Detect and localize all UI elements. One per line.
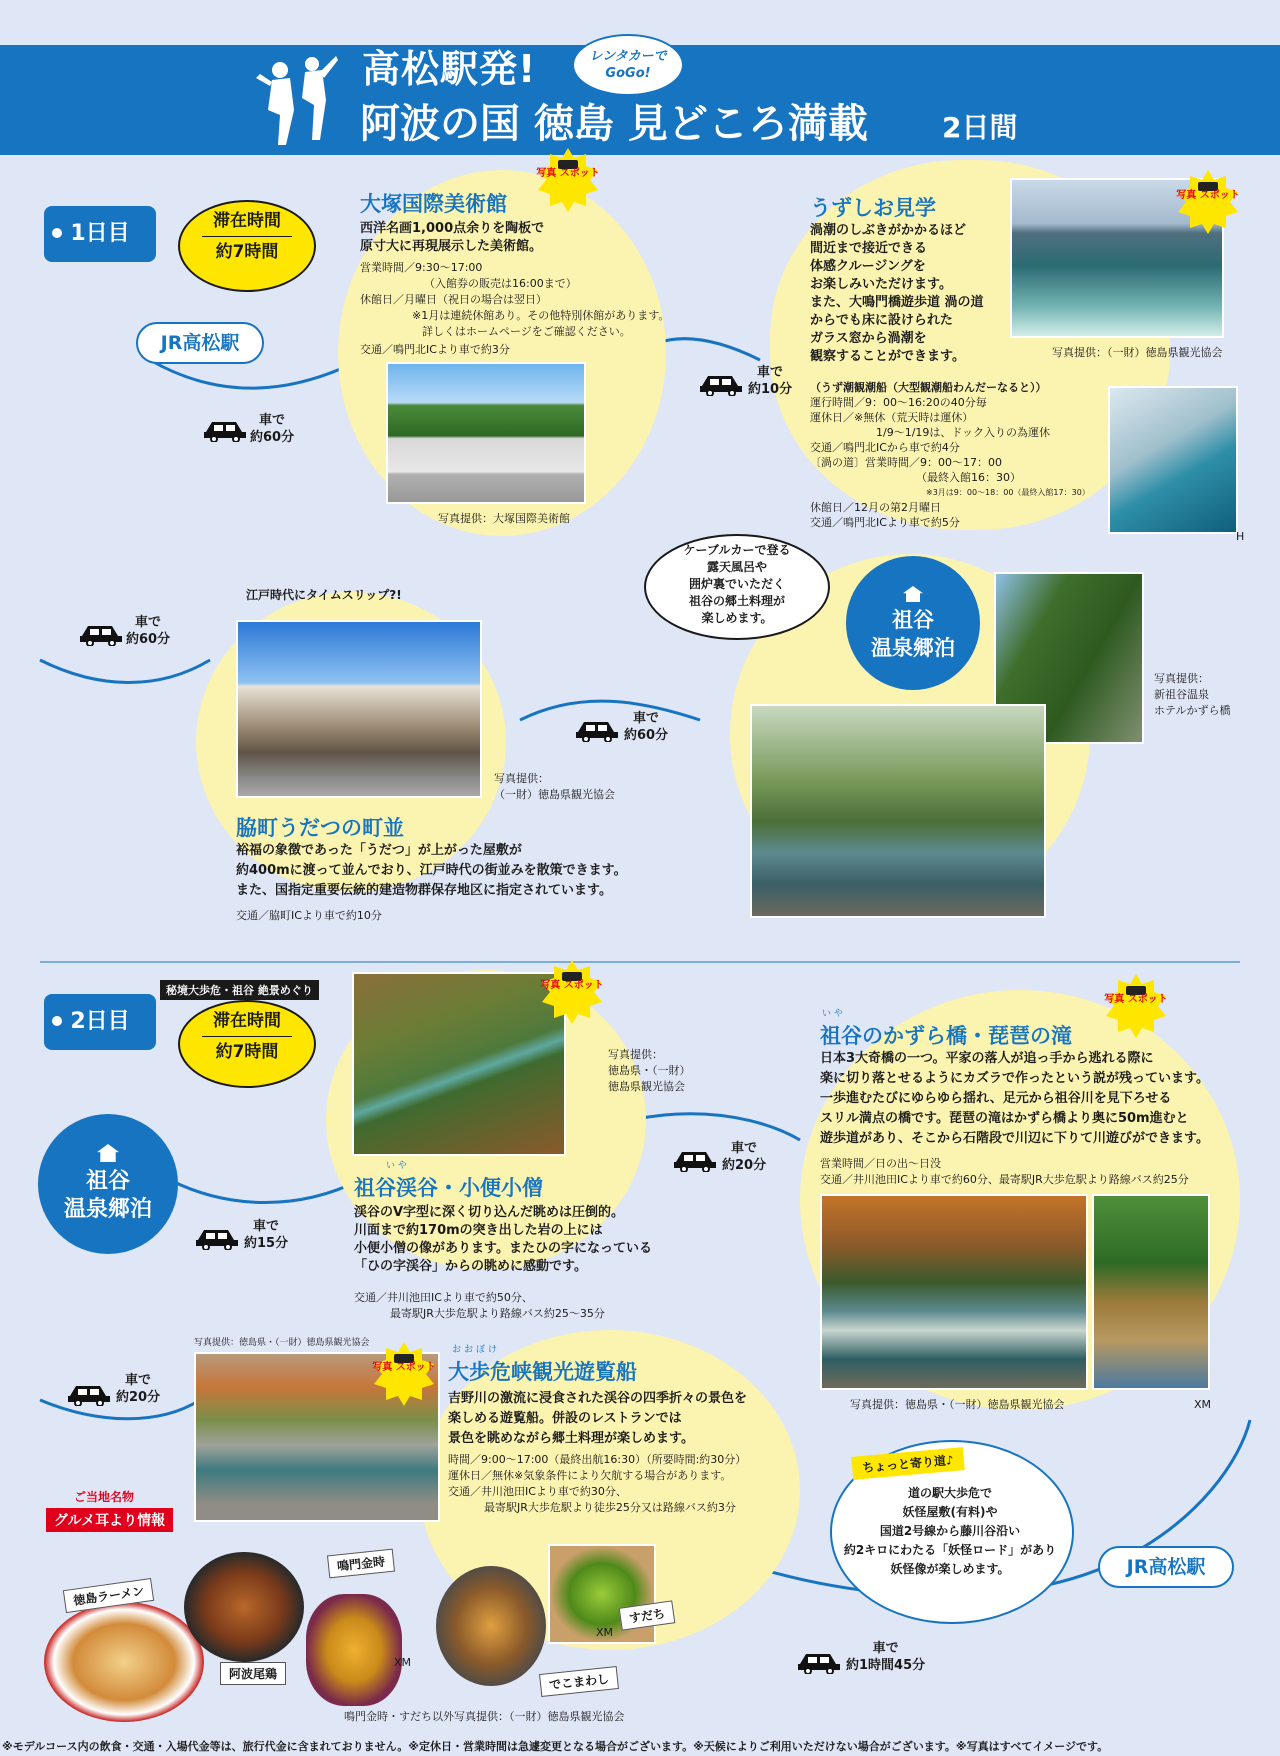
photo-spot-badge: 写真 スポット (1176, 170, 1240, 234)
iya-desc2: 川面まで約170mの突き出した岩の上には (354, 1223, 603, 1238)
kazura-XM: XM (1194, 1398, 1212, 1411)
car-label: 車で (259, 413, 286, 428)
yorimichi-tag: ちょっと寄り道♪ (851, 1447, 964, 1480)
oboke-desc3: 景色を眺めながら郷土料理が楽しめます。 (448, 1431, 694, 1446)
day2-car4 (846, 1640, 925, 1674)
car-label: 車で (731, 1141, 758, 1156)
ramen-photo (44, 1602, 204, 1722)
wakimachi-desc1: 裕福の象徴であった「うだつ」が上がった屋敷が (236, 843, 522, 858)
wakimachi-access: 交通／脇町ICより車で約10分 (236, 909, 382, 922)
car-label: 車で (135, 615, 162, 630)
oboke-credit: 写真提供：徳島県・（一財）徳島県観光協会 (194, 1338, 370, 1348)
yorimichi-line: 国道2号線から藤川谷沿い (879, 1524, 1021, 1538)
iya-access1: 交通／井川池田ICより車で約50分、 (354, 1291, 533, 1304)
iya-valley-photo (352, 972, 566, 1156)
museum-hours-note: （入館券の販売は16:00まで） (424, 277, 577, 290)
car-time: 約1時間45分 (846, 1658, 926, 1673)
wakimachi-desc2: 約400mに渡って並んでおり、江戸時代の街並みを散策できます。 (236, 863, 627, 878)
museum-desc1: 西洋名画1,000点余りを陶板で (360, 221, 545, 236)
museum-credit: 写真提供：大塚国際美術館 (438, 512, 570, 525)
kazura-desc4: スリル満点の橋です。琵琶の滝はかずら橋より奥に50m進むと (820, 1111, 1189, 1126)
speech-line: ケーブルカーで登る (683, 543, 791, 557)
car-icon (78, 622, 124, 646)
uzushio-info6: 〔渦の道〕営業時間／9：00〜17：00 (810, 456, 1002, 469)
oboke-hours: 時間／9:00〜17:00（最終出航16:30）（所要時間:約30分） (448, 1453, 747, 1466)
open-air-bath-photo (750, 704, 1046, 918)
photo-spot-badge: 写真 スポット (536, 148, 600, 212)
gourmet-XM2: XM (596, 1626, 614, 1639)
wakimachi-tag: 江戸時代にタイムスリップ?! (246, 588, 402, 602)
uzushio-desc3: 体感クルージングを (810, 259, 926, 274)
sudachi-label: すだち (619, 1600, 676, 1630)
uzushio-desc8: 観察することができます。 (810, 349, 965, 364)
car-icon (698, 372, 744, 396)
rental-car-bubble: レンタカーで GoGo! (572, 34, 684, 96)
car-time: 約60分 (126, 632, 171, 647)
kazura-desc1: 日本3大奇橋の一つ。平家の落人が追っ手から逃れる際に (820, 1051, 1154, 1066)
yorimichi-text (840, 1484, 1060, 1579)
day2-stay-time (178, 1000, 316, 1088)
car-label: 車で (253, 1219, 280, 1234)
car-label: 車で (125, 1373, 152, 1388)
uzushio-desc5: また、大鳴門橋遊歩道 渦の道 (810, 295, 984, 310)
oboke-access2: 最寄駅JR大歩危駅より徒歩25分又は路線バス約3分 (484, 1501, 736, 1514)
stay-place: 祖谷 (85, 1169, 130, 1194)
day2-badge: 秘境大歩危・祖谷 絶景めぐり (160, 980, 319, 1000)
iya-credit1: 写真提供： (608, 1048, 663, 1061)
kazura-ruby: い や (822, 1009, 843, 1019)
car-icon (66, 1382, 112, 1406)
iya-desc3: 小便小僧の像があります。またひの字になっている (354, 1241, 652, 1256)
house-icon (97, 1144, 119, 1162)
uzushio-info10: 交通／鳴門北ICより車で約5分 (810, 516, 960, 529)
hotel-credit1: 写真提供： (1154, 672, 1209, 685)
speech-line: 露天風呂や (706, 560, 767, 574)
uzushio-info7: （最終入館16：30） (916, 471, 1021, 484)
day2-car1 (244, 1218, 288, 1252)
car-time: 約15分 (244, 1236, 289, 1251)
museum-closed: 休館日／月曜日（祝日の場合は翌日） (360, 293, 547, 306)
stay-label: 滞在時間 (213, 211, 281, 231)
oboke-access1: 交通／井川池田ICより車で約30分、 (448, 1485, 627, 1498)
car-icon (202, 418, 248, 442)
car-time: 約60分 (250, 430, 295, 445)
title-line1: 高松駅発! (362, 47, 537, 91)
speech-line: 楽しめます。 (701, 611, 773, 625)
kintoki-photo (306, 1594, 402, 1706)
dekomawashi-label: でこまわし (539, 1666, 619, 1697)
uzushio-desc2: 間近まで接近できる (810, 241, 928, 256)
day1-car4 (624, 710, 668, 744)
oboke-ruby: おおぼけ (452, 1345, 501, 1355)
stay-value: 約7時間 (215, 242, 279, 262)
car-icon (672, 1148, 718, 1172)
gourmet-XM1: XM (394, 1656, 412, 1669)
iya-access2: 最寄駅JR大歩危駅より路線バス約25〜35分 (390, 1307, 605, 1320)
awaodori-label: 阿波尾鶏 (220, 1662, 286, 1685)
kazura-bridge-photo (1092, 1194, 1210, 1390)
kazura-hours: 営業時間／日の出〜日没 (820, 1157, 941, 1170)
museum-hours: 営業時間／9:30〜17:00 (360, 261, 483, 274)
wakimachi-title: 脇町うだつの町並 (236, 816, 404, 840)
oboke-desc1: 吉野川の激流に浸食された渓谷の四季折々の景色を (448, 1391, 748, 1406)
iya-ruby: い や (386, 1161, 407, 1171)
awaodori-photo (184, 1552, 304, 1662)
photo-spot-badge: 写真 スポット (540, 960, 604, 1024)
day2-start-iya (38, 1114, 178, 1254)
car-label: 車で (872, 1641, 899, 1656)
day1-tag-hole-icon (52, 228, 62, 238)
uzushio-info5: 交通／鳴門北ICから車で約4分 (810, 441, 960, 454)
uzushio-desc1: 渦潮のしぶきがかかるほど (810, 223, 967, 238)
gourmet-credit: 鳴門金時・すだち以外写真提供：（一財）徳島県観光協会 (344, 1710, 625, 1723)
yorimichi-line: 約2キロにわたる「妖怪ロード」があり (843, 1543, 1057, 1557)
car-time: 約20分 (722, 1158, 767, 1173)
photo-spot-badge: 写真 スポット (1104, 974, 1168, 1038)
day2-car3 (116, 1372, 160, 1406)
iya-credit2: 徳島県・（一財） (608, 1064, 691, 1077)
uzushio-desc4: お楽しみいただけます。 (810, 277, 952, 292)
day2-end-station: JR高松駅 (1098, 1546, 1234, 1588)
day1-tag: 1日目 (44, 206, 156, 262)
yorimichi-line: 妖怪像が楽しめます。 (890, 1562, 1010, 1576)
speech-line: 囲炉裏でいただく (688, 577, 785, 591)
day1-iya-stay (846, 556, 980, 690)
car-time: 約10分 (748, 382, 793, 397)
car-time: 約20分 (116, 1390, 161, 1405)
speech-line: 祖谷の郷土料理が (688, 594, 785, 608)
day1-stay-time (178, 200, 316, 292)
car-icon (194, 1226, 240, 1250)
oboke-title: 大歩危峡観光遊覧船 (448, 1360, 637, 1384)
day1-car3 (126, 614, 170, 648)
gourmet-sub: ご当地名物 (74, 1490, 135, 1504)
uzushio-info1: （うず潮観潮船（大型観潮船わんだーなると）） (810, 381, 1047, 394)
car-label: 車で (633, 711, 660, 726)
car-time: 約60分 (624, 728, 669, 743)
iya-speech-bubble (644, 534, 830, 640)
day1-start-station: JR高松駅 (136, 322, 264, 364)
stay-label: 滞在時間 (213, 1011, 281, 1031)
uzushio-info8: ※3月は9：00〜18：00（最終入館17：30） (926, 488, 1090, 497)
iya-desc1: 渓谷のV字型に深く切り込んだ眺めは圧倒的。 (354, 1205, 625, 1220)
wakimachi-desc3: また、国指定重要伝統的建造物群保存地区に指定されています。 (236, 883, 612, 898)
uzu-no-michi-photo (1108, 386, 1238, 534)
day2-tag-hole-icon (52, 1016, 62, 1026)
iya-credit3: 徳島県観光協会 (608, 1080, 685, 1093)
day1-car2 (748, 364, 792, 398)
car-icon (574, 718, 620, 742)
kazura-title: 祖谷のかずら橋・琵琶の滝 (820, 1024, 1072, 1048)
uzushio-title: うずしお見学 (810, 196, 936, 220)
wakimachi-credit2: （一財）徳島県観光協会 (494, 788, 615, 801)
kazura-desc2: 楽に切り落とせるようにカズラで作ったという説が残っています。 (820, 1071, 1209, 1086)
museum-closed-note1: ※1月は連続休館あり。その他特別休館があります。 (412, 309, 670, 322)
ramen-label: 徳島ラーメン (63, 1578, 155, 1613)
museum-closed-note2: 詳しくはホームページをご確認ください。 (422, 325, 631, 338)
kazura-desc5: 遊歩道があり、そこから石階段で川辺に下りて川遊びができます。 (820, 1131, 1209, 1146)
iya-desc4: 「ひの字渓谷」からの眺めに感動です。 (354, 1259, 587, 1274)
hotel-credit2: 新祖谷温泉 (1154, 688, 1209, 701)
iya-title: 祖谷渓谷・小便小僧 (354, 1176, 543, 1200)
wakimachi-credit1: 写真提供： (494, 772, 549, 785)
stay-value: 約7時間 (215, 1042, 279, 1062)
uzushio-desc6: からでも床に設けられた (810, 313, 953, 328)
title-days: 2日間 (942, 111, 1018, 144)
uzushio-info3: 運休日／※無休（荒天時は運休） (810, 411, 974, 424)
uzushio-info9: 休館日／12月の第2月曜日 (810, 501, 941, 514)
stay-type: 温泉郷泊 (63, 1197, 152, 1222)
day2-tag: 2日目 (44, 994, 156, 1050)
museum-title: 大塚国際美術館 (360, 192, 507, 216)
museum-photo (386, 362, 586, 504)
museum-access: 交通／鳴門北ICより車で約3分 (360, 343, 510, 356)
car-icon (796, 1650, 842, 1674)
car-label: 車で (757, 365, 784, 380)
yorimichi-line: 妖怪屋敷(有料)や (902, 1505, 998, 1519)
awa-odori-dancers-icon (250, 50, 340, 150)
uzushio-info2: 運行時間／9：00〜16:20の40分毎 (810, 396, 987, 409)
kintoki-label: 鳴門金時 (327, 1549, 395, 1579)
uzushio-info4: 1/9〜1/19は、ドック入りの為運休 (876, 426, 1050, 439)
kazura-access: 交通／井川池田ICより車で約60分、最寄駅JR大歩危駅より路線バス約25分 (820, 1173, 1189, 1186)
stay-type: 温泉郷泊 (871, 636, 955, 660)
title-line2: 阿波の国 徳島 見どころ満載 (360, 101, 868, 147)
oboke-closed: 運休日／無休※気象条件により欠航する場合があります。 (448, 1469, 732, 1482)
kazura-credit: 写真提供：徳島県・（一財）徳島県観光協会 (850, 1398, 1065, 1411)
uzushio-H: H (1236, 530, 1245, 543)
gourmet-title: グルメ耳より情報 (46, 1508, 173, 1532)
day1-car1 (250, 412, 294, 446)
dekomawashi-photo (436, 1566, 546, 1686)
footer-note: ※モデルコース内の飲食・交通・入場代金等は、旅行代金に含まれておりません。※定休日・営業時間は急遽変更となる場合がございます。※天候によりご利用いただけない場合がございます。※写真はすべてイメージです。 (2, 1740, 1109, 1753)
day2-car2 (722, 1140, 766, 1174)
museum-desc2: 原寸大に再現展示した美術館。 (360, 239, 543, 254)
biwa-falls-photo (820, 1194, 1088, 1390)
yorimichi-line: 道の駅大歩危で (907, 1486, 992, 1500)
uzushio-desc7: ガラス窓から渦潮を (810, 331, 927, 346)
kazura-desc3: 一歩進むたびにゆらゆら揺れ、足元から祖谷川を見下ろせる (820, 1091, 1172, 1106)
stay-place: 祖谷 (892, 608, 934, 632)
uzushio-credit: 写真提供：（一財）徳島県観光協会 (1052, 346, 1223, 359)
house-icon (903, 586, 923, 602)
oboke-desc2: 楽しめる遊覧船。併設のレストランでは (448, 1411, 682, 1426)
photo-spot-badge: 写真 スポット (372, 1342, 436, 1406)
hotel-credit3: ホテルかずら橋 (1154, 704, 1231, 717)
wakimachi-photo (236, 620, 482, 798)
